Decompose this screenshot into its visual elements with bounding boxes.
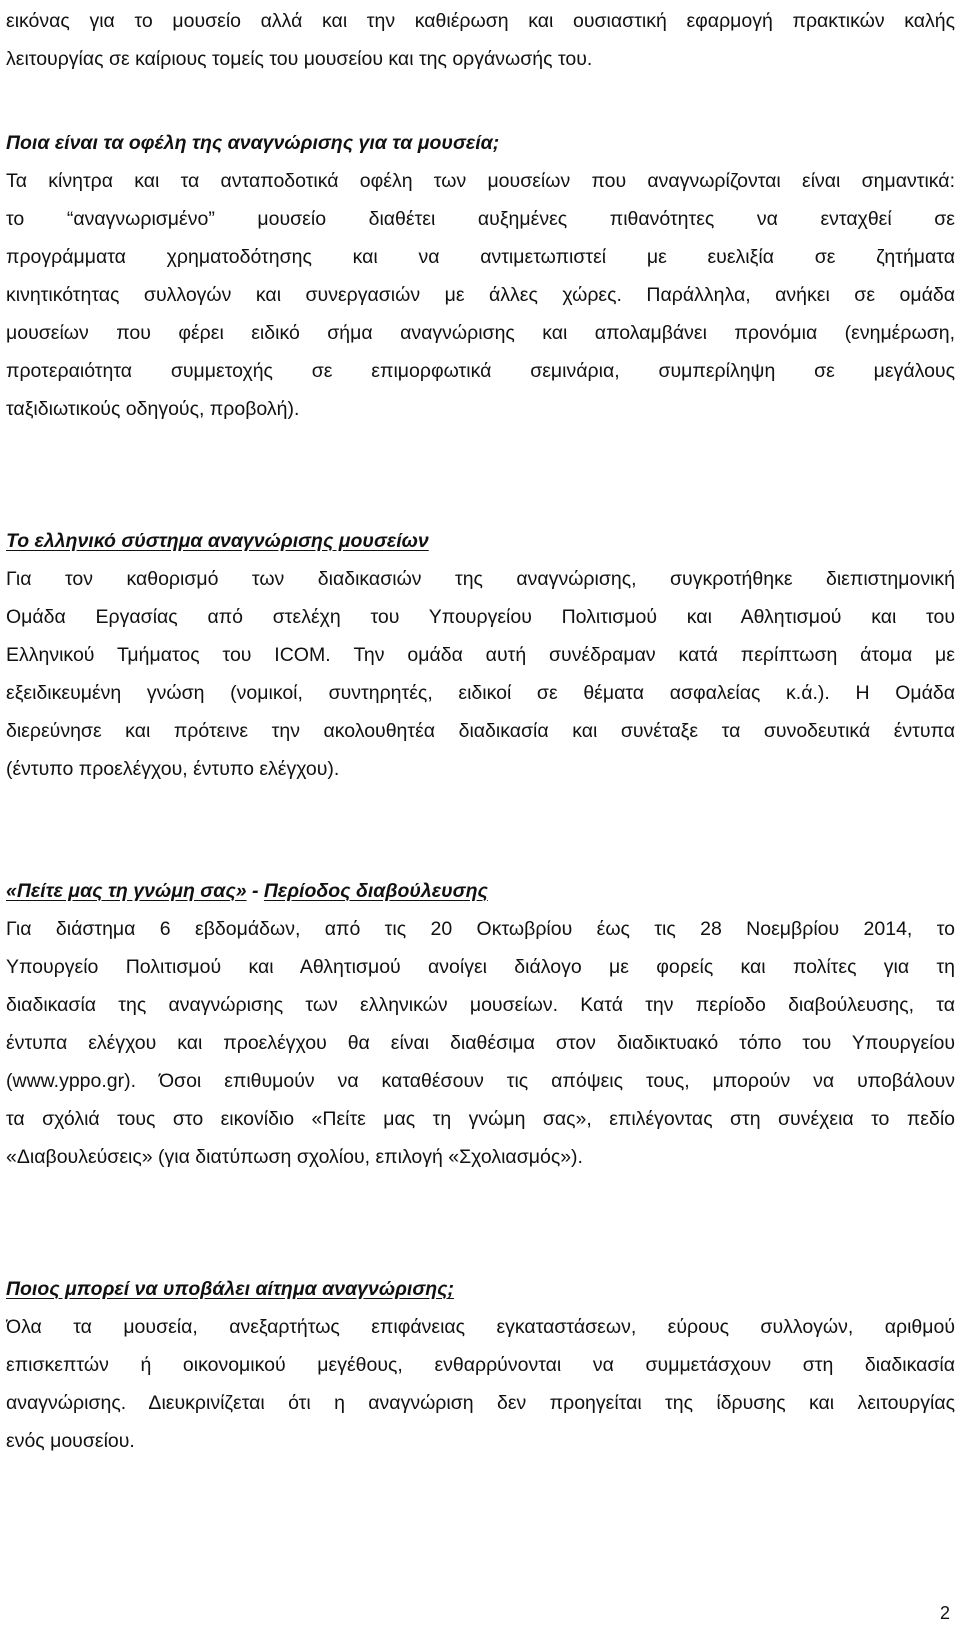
intro-paragraph [6,2,955,78]
paragraph-line: Τα κίνητρα και τα ανταποδοτικά οφέλη των μουσείων που αναγνωρίζονται είναι σημαντικά: [6,170,955,192]
paragraph-line: προτεραιότητα συμμετοχής σε επιμορφωτικά σεμινάρια, συμπερίληψη σε μεγάλους [6,360,955,382]
paragraph-line: έντυπα ελέγχου και προελέγχου θα είναι διαθέσιμα στον διαδικτυακό τόπο του Υπουργείου [6,1032,955,1054]
section-heading [6,1270,955,1308]
section-heading: Ποια είναι τα οφέλη της αναγνώρισης για τα μουσεία; [6,132,500,154]
section-heading-part1: «Πείτε μας τη γνώμη σας» [6,880,247,902]
paragraph-line: λειτουργίας σε καίριους τομείς του μουσείου και της οργάνωσής του. [6,48,593,70]
paragraph-line: «Διαβουλεύσεις» (για διατύπωση σχολίου, επιλογή «Σχολιασμός»). [6,1146,583,1168]
paragraph-line: Ομάδα Εργασίας από στελέχη του Υπουργείου Πολιτισμού και Αθλητισμού και του [6,606,955,628]
section-heading [6,872,955,910]
paragraph-line: Για διάστημα 6 εβδομάδων, από τις 20 Οκτωβρίου έως τις 28 Νοεμβρίου 2014, το [6,918,955,940]
paragraph-line: τα σχόλιά τους στο εικονίδιο «Πείτε μας τη γνώμη σας», επιλέγοντας στη συνέχεια το πεδίο [6,1108,955,1130]
paragraph-line: αναγνώρισης. Διευκρινίζεται ότι η αναγνώριση δεν προηγείται της ίδρυσης και λειτουργίας [6,1392,955,1414]
section-heading-text: Ποιος μπορεί να υποβάλει αίτημα αναγνώρισης; [6,1278,455,1300]
paragraph-line: (www.yppo.gr). Όσοι επιθυμούν να καταθέσουν τις απόψεις τους, μπορούν να υποβάλουν [6,1070,955,1092]
paragraph-line: εικόνας για το μουσείο αλλά και την καθιέρωση και ουσιαστική εφαρμογή πρακτικών καλής [6,10,955,32]
paragraph-line: κινητικότητας συλλογών και συνεργασιών με άλλες χώρες. Παράλληλα, ανήκει σε ομάδα [6,284,955,306]
section-benefits [6,124,955,428]
page-number: 2 [939,1603,950,1623]
paragraph-line: εξειδικευμένη γνώση (νομικοί, συντηρητές, ειδικοί σε θέματα ασφαλείας κ.ά.). Η Ομάδα [6,682,955,704]
section-heading-text: Το ελληνικό σύστημα αναγνώρισης μουσείων [6,530,429,552]
paragraph-line: Υπουργείο Πολιτισμού και Αθλητισμού ανοίγει διάλογο με φορείς και πολίτες για τη [6,956,955,978]
paragraph-line: Ελληνικού Τμήματος του ICOM. Την ομάδα αυτή συνέδραμαν κατά περίπτωση άτομα με [6,644,955,666]
paragraph-line: επισκεπτών ή οικονομικού μεγέθους, ενθαρρύνονται να συμμετάσχουν στη διαδικασία [6,1354,955,1376]
section-heading-part2: Περίοδος διαβούλευσης [263,880,488,902]
paragraph-line: ταξιδιωτικούς οδηγούς, προβολή). [6,398,300,420]
section-heading [6,522,955,560]
section-heading-separator: - [246,880,264,902]
paragraph-line: διερεύνησε και πρότεινε την ακολουθητέα διαδικασία και συνέταξε τα συνοδευτικά έντυπα [6,720,955,742]
paragraph-line: Όλα τα μουσεία, ανεξαρτήτως επιφάνειας εγκαταστάσεων, εύρους συλλογών, αριθμού [6,1316,955,1338]
paragraph-line: το “αναγνωρισμένο” μουσείο διαθέτει αυξημένες πιθανότητες να ενταχθεί σε [6,208,955,230]
paragraph-line: προγράμματα χρηματοδότησης και να αντιμετωπιστεί με ευελιξία σε ζητήματα [6,246,955,268]
section-consultation [6,872,955,1176]
paragraph-line: μουσείων που φέρει ειδικό σήμα αναγνώρισης και απολαμβάνει προνόμια (ενημέρωση, [6,322,955,344]
paragraph-line: (έντυπο προελέγχου, έντυπο ελέγχου). [6,758,340,780]
paragraph-line: Για τον καθορισμό των διαδικασιών της αναγνώρισης, συγκροτήθηκε διεπιστημονική [6,568,955,590]
paragraph-line: ενός μουσείου. [6,1430,135,1452]
section-eligibility [6,1270,955,1460]
paragraph-line: διαδικασία της αναγνώρισης των ελληνικών μουσείων. Κατά την περίοδο διαβούλευσης, τα [6,994,955,1016]
section-system [6,522,955,788]
